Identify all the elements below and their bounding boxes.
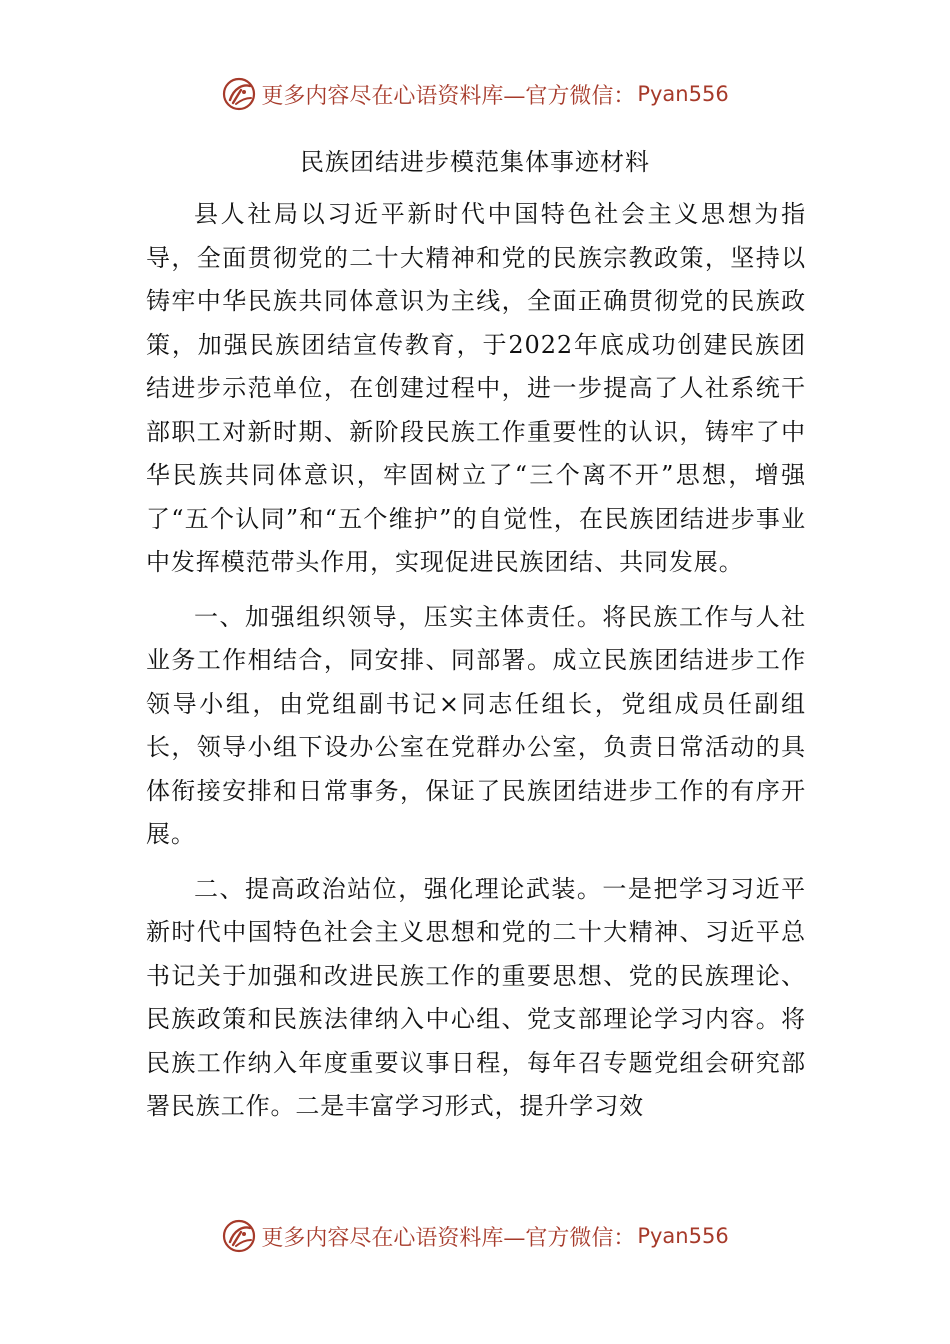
- footer-banner: [0, 1214, 950, 1258]
- header-banner: [0, 72, 950, 116]
- banner-text: 更多内容尽在心语资料库—官方微信：: [261, 83, 636, 109]
- paragraph-section-2: 二、提高政治站位，强化理论武装。一是把学习习近平新时代中国特色社会主义思想和党的二十大精神、习近平总书记关于加强和改进民族工作的重要思想、党的民族理论、民族政策和民族法律纳入中心组、党支部理论学习内容。将民族工作纳入年度重要议事日程，每年召专题党组会研究部署民族工作。二是丰富学习形式，提升学习效: [146, 874, 806, 1120]
- document-title: 民族团结进步模范集体事迹材料: [300, 148, 650, 176]
- document-body: [146, 193, 806, 1140]
- wechat-id: Pyan556: [637, 1224, 729, 1248]
- banner-text: 更多内容尽在心语资料库—官方微信：: [261, 1225, 636, 1251]
- paragraph-intro: 县人社局以习近平新时代中国特色社会主义思想为指导，全面贯彻党的二十大精神和党的民族宗教政策，坚持以铸牢中华民族共同体意识为主线，全面正确贯彻党的民族政策，加强民族团结宣传教育，于2022年底成功创建民族团结进步示范单位，在创建过程中，进一步提高了人社系统干部职工对新时期、新阶段民族工作重要性的认识，铸牢了中华民族共同体意识，牢固树立了“三个离不开”思想，增强了“五个认同”和“五个维护”的自觉性，在民族团结进步事业中发挥模范带头作用，实现促进民族团结、共同发展。: [146, 200, 806, 576]
- wechat-id: Pyan556: [637, 82, 729, 106]
- logo-icon: [221, 1218, 257, 1254]
- logo-icon: [221, 76, 257, 112]
- paragraph-section-1: 一、加强组织领导，压实主体责任。将民族工作与人社业务工作相结合，同安排、同部署。成立民族团结进步工作领导小组，由党组副书记×同志任组长，党组成员任副组长，领导小组下设办公室在党群办公室，负责日常活动的具体衔接安排和日常事务，保证了民族团结进步工作的有序开展。: [146, 602, 806, 848]
